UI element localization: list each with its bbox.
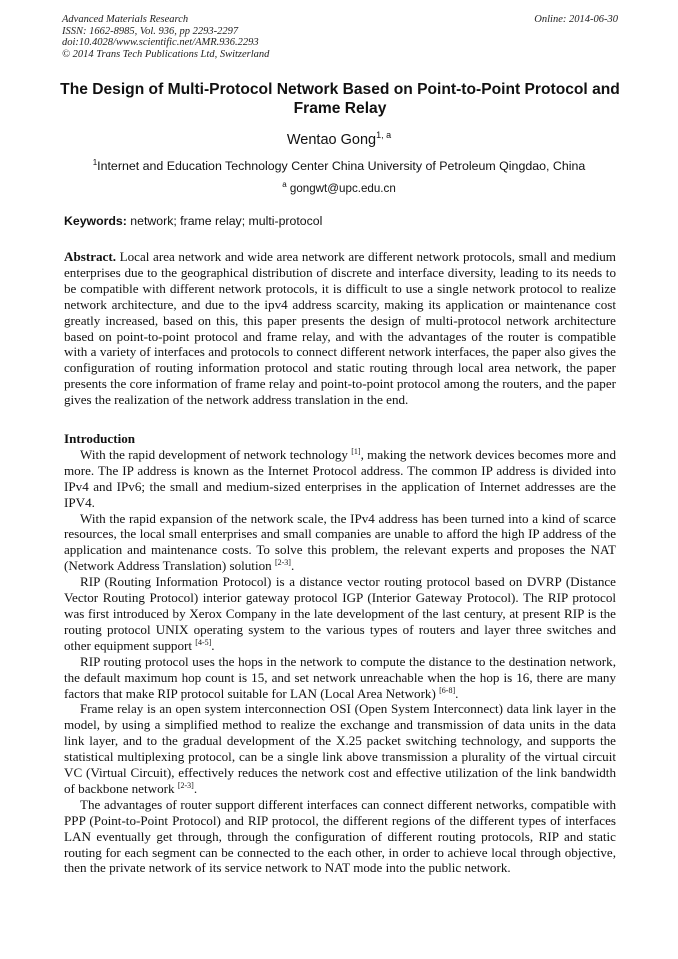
- paragraph: [64, 511, 616, 575]
- paragraph: [64, 797, 616, 877]
- email-line: [0, 180, 678, 195]
- keywords: [64, 214, 616, 228]
- paper-title: The Design of Multi-Protocol Network Based on Point-to-Point Protocol and Frame Relay: [60, 81, 620, 117]
- author-sup: 1, a: [376, 130, 392, 140]
- issn-line: ISSN: 1662-8985, Vol. 936, pp 2293-2297: [62, 25, 239, 37]
- journal-header: [62, 14, 618, 60]
- citation[interactable]: [2-3]: [177, 780, 194, 790]
- paragraph-text: With the rapid expansion of the network scale, the IPv4 address has been turned into a kind of scarce resources, the local small enterprises and small companies are unable to afford the high IP address of the application and maintenance costs. To solve this problem, the relevant experts and proposes the NAT (Network Address Translation) solution: [64, 510, 616, 574]
- paragraph-text: Frame relay is an open system interconnection OSI (Open System Interconnect) data link layer in the model, by using a simplified method to realize the exchange and transmission of data units in the data link layer, and to the gradual development of the X.25 packet switching technology, and supports the statistical multiplexing protocol, can be a single link above transmission a plurality of the virtual circuit VC (Virtual Circuit), effectively reduces the network cost and effective utilization of the link bandwidth of backbone network: [64, 701, 616, 796]
- doi-line[interactable]: doi:10.4028/www.scientific.net/AMR.936.2293: [62, 37, 259, 49]
- paragraph-text: RIP (Routing Information Protocol) is a distance vector routing protocol based on DVRP (Distance Vector Routing Protocol) interior gateway protocol IGP (Interior Gateway Protocol). The RIP protocol was first introduced by Xerox Company in the late development of the last century, at present RIP is the routing protocol UNIX operating system to the various types of routers and layer three switches and other equipment support: [64, 574, 616, 653]
- introduction-section: [64, 431, 616, 876]
- citation[interactable]: [1]: [351, 446, 361, 456]
- affiliation: [0, 158, 678, 173]
- paragraph: [64, 574, 616, 654]
- paragraph-text: RIP routing protocol uses the hops in the network to compute the distance to the destination network, the default maximum hop count is 15, and set network unreachable when the hop is 16, there are many factors that make RIP protocol suitable for LAN (Local Area Network): [64, 653, 616, 701]
- author-line: [0, 130, 678, 148]
- keywords-text: network; frame relay; multi-protocol: [130, 214, 323, 228]
- paragraph-text: .: [455, 685, 459, 701]
- paragraph: [64, 447, 616, 511]
- email-address[interactable]: gongwt@upc.edu.cn: [289, 181, 396, 195]
- introduction-heading: Introduction: [64, 431, 136, 446]
- citation[interactable]: [2-3]: [274, 558, 291, 568]
- abstract: [64, 249, 616, 408]
- online-date: Online: 2014-06-30: [534, 14, 618, 25]
- paragraph: [64, 701, 616, 796]
- citation[interactable]: [4-5]: [195, 637, 212, 647]
- copyright-line: © 2014 Trans Tech Publications Ltd, Switzerland: [62, 48, 270, 60]
- paragraph-text: , making the network devices becomes more and more. The IP address is known as the Internet Protocol address. The common IP address is divided into IPv4 and IPv6; the small and medium-sized enterprises in the application of Internet addresses are the IPV4.: [64, 446, 616, 510]
- journal-name: Advanced Materials Research: [62, 14, 189, 25]
- paragraph-text: .: [211, 637, 215, 653]
- paragraph-text: .: [193, 780, 198, 796]
- affiliation-text: Internet and Education Technology Center China University of Petroleum Qingdao, China: [97, 159, 586, 174]
- abstract-text: Local area network and wide area network are different network protocols, small and medium enterprises due to the geographical distribution of discrete and interface diversity, leading to its needs to be compatible with different network protocols, it is difficult to use a single network protocol to realize network architecture, and due to the ipv4 address scarcity, making its application or maintenance cost greatly increased, based on this, this paper presents the design of multi-protocol network architecture based on point-to-point protocol and frame relay, and with the advantages of the router is compatible with a variety of interfaces and protocols to connect different network interfaces, the paper also gives the configuration of routing information protocol and static routing through local area network, the paper presents the core information of frame relay and point-to-point protocol among the routers, and the paper gives the realization of the network address translation in the end.: [64, 249, 616, 408]
- paragraph: [64, 654, 616, 702]
- abstract-label: Abstract.: [64, 249, 116, 264]
- paragraph-text: .: [290, 558, 295, 574]
- paragraph-text: The advantages of router support different interfaces can connect different networks, compatible with PPP (Point-to-Point Protocol) and RIP protocol, the different regions of the different types of interfaces LAN eventually get through, through the configuration of different routing protocols, RIP and static routing for each segment can be connected to the each other, in order to achieve local through objective, then the private network of its service network to NAT mode into the public network.: [64, 796, 616, 876]
- author-name: Wentao Gong: [286, 131, 377, 148]
- affiliation-sup: 1: [92, 158, 98, 167]
- keywords-label: Keywords:: [64, 214, 127, 228]
- citation[interactable]: [6-8]: [439, 685, 456, 695]
- email-sup: a: [282, 180, 287, 189]
- paragraph-text: With the rapid development of network technology: [80, 446, 352, 462]
